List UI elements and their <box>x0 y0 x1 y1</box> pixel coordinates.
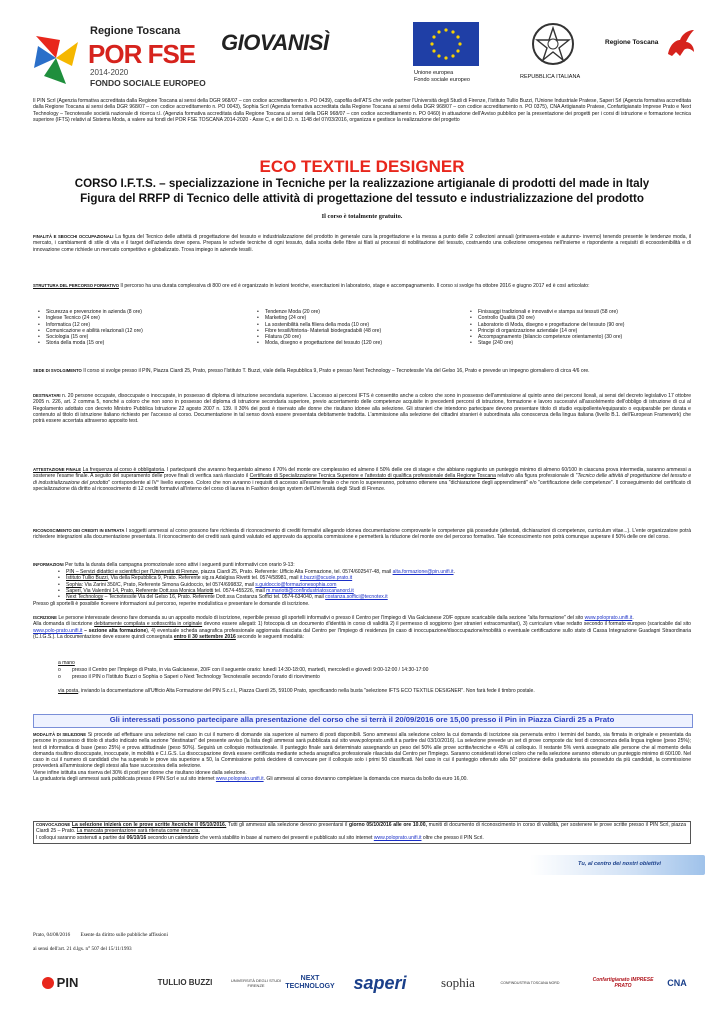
sponsor-logo-unifi: UNIVERSITÀ DEGLI STUDI FIRENZE <box>230 978 282 988</box>
sponsor-logo-saperi: saperi <box>353 972 407 993</box>
eu-flag-logo <box>410 22 482 84</box>
attestazione-figure: Tecnico delle attività di progettazione del tessuto e di industrializzazione del prodotto <box>33 473 692 486</box>
email-link[interactable]: costanza.soffici@tecnotex.it <box>325 594 388 601</box>
fondo-sociale-label: FONDO SOCIALE EUROPEO <box>90 78 206 88</box>
info-point: • PIN – Servizi didattici e scientifici per l'Università di Firenze, piazza Ciardi 25, Prato. Referente: Ufficio Alta Formazione, tel. 0574/602547-48, mail alta.formazione@pin.unifi.it. <box>58 569 455 575</box>
struttura-section <box>33 283 691 289</box>
site-link[interactable]: www.polopratо.unifi.it <box>584 615 633 621</box>
sponsor-logo-confartigianato: Confartigianato IMPRESE PRATO <box>592 977 654 989</box>
informazioni-label: INFORMAZIONI <box>33 562 64 567</box>
attestazione-obligation: La frequenza al corso è obbligatoria <box>82 467 164 473</box>
sponsor-logo-confindustria: CONFINDUSTRIA TOSCANA NORD <box>500 980 560 985</box>
site-link[interactable]: www.polopratо.unifi.it <box>373 834 422 841</box>
sponsor-logo-cna: CNA <box>667 977 687 988</box>
sponsor-logo-next: NEXT TECHNOLOGY <box>285 975 335 990</box>
modules-column-2 <box>257 309 382 347</box>
presentation-banner-text: Gli interessati possono partecipare alla presentazione del corso che si terrà il 20/09/2016 ore 15,00 presso il Pin in Piazza Ciardi 25 a Prato <box>109 715 615 724</box>
info-point: • Istituto Tullio Buzzi, Via della Repubblica 9, Prato. Referente sig.ra Adalgisa Rivetti tel. 0574/58981, mail it.buzzi@scuole.prato.it <box>58 575 455 581</box>
slogan-text: Tu, al centro dei nostri obiettivi <box>578 861 661 867</box>
repubblica-italiana-logo <box>520 20 586 86</box>
attestazione-text-1: . I partecipanti che avranno frequentato almeno il 70% del monte ore complessivo ed almeno il 50% delle ore di stage e che abbiano raggiunto un punteggio minimo di almeno 60/100 in ciascuna prova intermedia, saranno ammessi a sostenere l'esame finale. A seguito del superamento delle prove finali di verifica sarà rilasciato il <box>33 467 692 480</box>
por-fse-pinwheel-icon <box>30 28 82 88</box>
modules-column-3 <box>470 309 624 347</box>
delivery-option-1: o presso il Centro per l'Impiego di Prato, in via Galcianese, 20/F con il seguente orario: lunedì 14:30-18:00, martedì, mercoledì e giovedì 9:00-12:00 / 14:30-17:00 <box>58 667 429 673</box>
site-link[interactable]: www.polopratо.unifi.it <box>215 776 264 783</box>
region-label: Regione Toscana <box>90 25 181 37</box>
attestazione-label: ATTESTAZIONE FINALE <box>33 467 81 472</box>
attestazione-certificate: Certificato di Specializzazione Tecnica Superiore e l'attestato di qualifica professionale della Regione Toscana <box>249 473 496 480</box>
finalita-label: FINALITÀ E SBOCCHI OCCUPAZIONALI <box>33 234 114 239</box>
module-item: • Inglese Tecnico (24 ore) <box>38 315 143 321</box>
finalita-section <box>33 234 691 253</box>
destinatari-label: DESTINATARI <box>33 393 61 398</box>
module-item: • Accompagnamento (bilancio competenze orientamento) (30 ore) <box>470 334 624 340</box>
struttura-text: Il percorso ha una durata complessiva di 800 ore ed è organizzato in lezioni teoriche, esercitazioni in laboratorio, stage e accompagnamento. Il corso si svolge fra ottobre 2016 e giugno 2017 ed è così articolato: <box>119 283 590 289</box>
regione-toscana-pegasus-icon <box>664 26 698 60</box>
sponsor-logo-buzzi: TULLIO BUZZI <box>157 977 213 987</box>
italian-emblem-icon <box>531 20 575 68</box>
place-date: Prato, 04/08/2016 Esente da diritto sulle pubbliche affissioni <box>33 932 168 938</box>
destinatari-section <box>33 393 691 424</box>
intro-paragraph: Il PIN Scrl (Agenzia formativa accreditata dalla Regione Toscana ai sensi della DGR 968/07 – con codice accreditamento n. PO 0439), capofila dell'ATS che vede partner l'Università degli Studi di Firenze, l'Istituto Tullio Buzzi, l'Unione Industriale Pratese, Saperi Srl (Agenzia formativa accreditata dalla Regione Toscana ai sensi della DGR 968/07 – con codice accreditamento n. PO 0043), Sophia Scrl (Agenzia formativa accreditata dalla Regione Toscana ai sensi della DGR 968/07 – con codice accreditamento n. PO 0375), CNA Artigianato Pratese, Confartigianato Imprese Prato e Next Technology – Tecnotessile società nazionale di ricerca r.l. (Agenzia formativa accreditata dalla Regione Toscana ai sensi della DGR 968/07 – con codice accreditamento n. PO 0460) in attuazione dell'Avviso pubblico per la presentazione dei progetti per i corsi di istruzione e formazione tecnica superiore (IFTS) relativi al Sistema Moda, a valere sui fondi del POR FSE TOSCANA 2014-2020 - Asse C, e del D.D. n. 1148 del 07/03/2016, organizza e gestisce la realizzazione del progetto <box>33 98 691 123</box>
pin-icon <box>42 977 54 989</box>
deadline: entro il 30 settembre 2016 <box>173 633 236 640</box>
delivery-option-2: o presso il PIN o l'Istituto Buzzi o Sophia o Saperi o Next Technology Tecnotessile secondo l'orario di ricevimento <box>58 674 320 680</box>
iscrizione-label: ISCRIZIONE <box>33 615 57 620</box>
module-item: • Stage (240 ore) <box>470 340 624 346</box>
iscrizione-section: ISCRIZIONE Le persone interessate devono fare domanda su un apposito modulo di iscrizione, reperibile presso gli sportelli informativi o presso il Centro per l'Impiego di Via Galcianese 20/F oppure scaricabile dalla sezione "alta formazione" del sito www.polopratо.unifi.it. Alla domanda di iscrizione debitamente compilata e sottoscritta in originale devono essere allegati: 1) fotocopia di un documento d'identità in corso di validità 2) il permesso di soggiorno (per stranieri extracomunitari), 3) curriculum vitae redatto secondo il formato europeo (scaricabile dal sito www.polo-prato.unifi.it – sezione alta formazione), 4) eventuale scheda anagrafica professionale aggiornata rilasciata dal Centro per l'Impiego di residenza (in caso di inoccupazione/disoccupazione/mobilità o eventuale certificazione sullo stato di Cassa Integrazione Guadagni Straordinaria (C.I.G.S.). La documentazione deve essere quindi consegnata entro il 30 settembre 2016 secondo le seguenti modalità: <box>33 615 692 640</box>
module-item: • Finissaggi tradizionali e innovativi e stampa sui tessuti (58 ore) <box>470 309 624 315</box>
module-item: • Informatica (12 ore) <box>38 322 143 328</box>
module-item: • Storia della moda (15 ore) <box>38 340 143 346</box>
convocazione-section: CONVOCAZIONE La selezione inizierà con le prove scritte /tecniche il 05/10/2016. Tutti gli ammessi alla selezione devono presentarsi il giorno 05/10/2016 alle ore 10.00, muniti di documento di riconoscimento in corso di validità, per sostenere le prove scritte presso il PIN Scrl, piazza Ciardi 25 – Prato. La mancata presentazione sarà ritenuta come rinuncia. I colloqui saranno sostenuti a partire dal 06/10/16 secondo un calendario che verrà stabilito in base al numero dei presenti e pubblicato sul sito internet www.polopratо.unifi.it oltre che presso il PIN Scrl. <box>36 822 687 841</box>
free-course-note: Il corso è totalmente gratuito. <box>321 213 403 220</box>
crediti-section <box>33 528 691 541</box>
delivery-mano: a mano <box>58 660 75 666</box>
email-link[interactable]: s.guidoccio@formazionesophia.com <box>255 581 337 588</box>
module-item: • Sicurezza e prevenzione in azienda (8 ore) <box>38 309 143 315</box>
modules-column-1 <box>38 309 143 347</box>
attestazione-text-3: " corrispondente al IV° livello europeo. Coloro che non avranno i requisiti di accesso all'esame finale o che non lo supereranno, potranno ottenere una "dichiarazione degli apprendimenti" e/o "certificazione delle competenze". Il conseguimento del certificato di specializzazione dà diritto al riconoscimento di 12 crediti formativi all'interno del corso di laurea in Fashion design system dell'Università degli Studi di Firenze. <box>33 479 691 492</box>
informazioni-section <box>33 562 691 568</box>
course-subtitle-1: CORSO I.F.T.S. – specializzazione in Tecniche per la realizzazione artigianale di prodotti del made in Italy <box>74 177 650 190</box>
informazioni-after: Presso gli sportelli è possibile ricevere informazioni sul percorso, reperire modulistica e presentare le domande di iscrizione. <box>33 601 310 607</box>
module-item: • Controllo Qualità (30 ore) <box>470 315 624 321</box>
attestazione-text-2: relativo alla figura professionale di " <box>495 473 578 480</box>
info-point: • Next Technology – Tecnotessile Via del Gelso 16, Prato. Referente Dott.ssa Costanza Soffici tel. 0574-634040, mail costanza.soffici@tecnotex.it <box>58 594 455 600</box>
info-point: • Sophia: Via Zarini 350/C, Prato, Referente Simona Guidoccio, tel 0574/699832, mail s.guidoccio@formazionesophia.com <box>58 582 455 588</box>
crediti-label: RICONOSCIMENTO DEI CREDITI IN ENTRATA <box>33 528 125 533</box>
giovanisi-logo: GIOVANISÌ <box>221 30 329 55</box>
law-reference: ai sensi dell'art. 21 d.lgs. n° 507 del 15/11/1993 <box>33 946 132 952</box>
course-title: ECO TEXTILE DESIGNER <box>259 157 465 176</box>
module-item: • Tendenze Moda (20 ore) <box>257 309 382 315</box>
info-point: • Saperi, Via Valentini 14, Prato, Referente Dott.ssa Monica Mariotti tel. 0574-455226, mail m.mariotti@confindustriatoscananord.it <box>58 588 455 594</box>
eu-label-2: Fondo sociale europeo <box>414 77 470 83</box>
eu-label-1: Unione europea <box>414 70 454 76</box>
module-item: • Marketing (24 ore) <box>257 315 382 321</box>
email-link[interactable]: alta.formazione@pin.unifi.it <box>392 569 454 575</box>
email-link[interactable]: it.buzzi@scuole.prato.it <box>299 575 353 582</box>
info-points-list <box>58 569 455 600</box>
selezione-section: MODALITÀ DI SELEZIONE Si procede ad effettuare una selezione nel caso in cui il numero di domande sia superiore al numero di posti disponibili. Sono ammessi alla selezione coloro la cui domanda di iscrizione sia pervenuta entro i termini del bando, sia firmata in originale e presentata da persone in possesso di titolo di studio indicato nella sezione "destinatari" del presente avviso (la lista degli ammessi sarà pubblicata sul sito www.polopratо.unifi.it a partire dal 03/10/2016). La selezione prevede un set di prove composte da: test di conoscenza della lingua inglese (peso 25%); test di informatica di base (peso 25%) e prova attitudinale (peso 50%). Seguirà un colloquio motivazionale. Il punteggio finale sarà determinato assegnando un peso del 50% alle prove scritte/tecniche e 45% al colloquio. Il restante 5% verrà assegnato alle persone che al momento della domanda risultino disoccupate, inoccupate, in mobilità e C.I.G.S. La disoccupazione dovrà essere certificata mediante scheda anagrafica professionale rilasciata dal Centro per l'Impiego. Saranno considerati idonei coloro che nella selezione avranno ottenuto un punteggio minimo di 60/100. Nel caso in cui il numero di candidati che ha superato le prove sia superiore a 50, la Commissione potrà decidere di convocare per il colloquio solo i primi 50 classificati. Nel caso in cui il punteggio ottenuto alla 50° posizione della graduatoria sia posseduto da più candidati, la commissione provvederà all'ammissione degli stessi alla fase successiva della selezione. Viene infine istituita una riserva del 30% di posti per donne che risultano idonee dalla selezione. La graduatoria degli ammessi sarà pubblicata presso il PIN Scrl e sul sito internet www.polopratо.unifi.it. Gli ammessi al corso dovranno completare la domanda con marca da bollo da euro 16,00. <box>33 732 691 783</box>
module-item: • Principi di organizzazione aziendale (14 ore) <box>470 328 624 334</box>
crediti-text: I soggetti ammessi al corso possono fare richiesta di riconoscimento di crediti formativi allegando idonea documentazione comprovante le competenze già possedute (attestati, dichiarazioni di competenze, curriculum vitae...). L'ente organizzatore potrà richiedere integrazioni alla documentazione presentata. Il riconoscimento dei crediti sarà quindi valutato ed approvato da apposita commissione e permetterà la riduzione del monte ore del percorso formativo. Tale riconoscimento non potrà comunque superare il 50% delle ore del corso. <box>33 528 691 541</box>
informazioni-text: Per tutta la durata della campagna promozionale sono attivi i seguenti punti informativi con orario 9-13: <box>63 562 295 568</box>
destinatari-text: n. 20 persone occupate, disoccupate o inoccupate, in possesso di diploma di istruzione secondaria superiore. L'accesso ai percorsi IFTS è consentito anche a coloro che sono in possesso dell'ammissione al quinto anno dei percorsi liceali, ai sensi del decreto legislativo 17 ottobre 2005 n. 226, art. 2 comma 5, nonché a coloro che non sono in possesso del diploma di istruzione secondaria superiore, previo accertamento delle competenze acquisite in precedenti percorsi di istruzione, formazione e lavoro successivi all'assolvimento dell'obbligo di istruzione di cui al Regolamento adottato con decreto Ministro Pubblica Istruzione 22 agosto 2007 n. 139. Il 30% dei posti è riservato alle donne che risultano idonee alla selezione. Gli stranieri che intendono partecipare devono presentare titolo di studio equipollente/equiparato o equiparabile per durata e contenuto al titolo di istruzione italiano richiesto per l'accesso al corso. Documentazione in tal senso dovrà essere presentata debitamente tradotta. L'ammissione alla selezione dei cittadini stranieri è subordinata alla conoscenza della lingua italiana (livello B.1. dell'European Framework) che potrà essere accertata attraverso apposito test. <box>33 393 691 425</box>
por-fse-title: POR FSE <box>88 39 196 69</box>
sede-section <box>33 368 691 374</box>
attestazione-section <box>33 467 691 492</box>
delivery-posta: via posta, inviando la documentazione all'Ufficio Alta Formazione del PIN S.c.r.l., Piazza Ciardi 25, 59100 Prato, specificando nella busta "selezione IFTS ECO TEXTILE DESIGNER". Non farà fede il timbro postale. <box>58 688 535 694</box>
email-link[interactable]: m.mariotti@confindustriatoscananord.it <box>266 587 354 594</box>
regione-toscana-por-fse-logo <box>30 24 215 94</box>
site-link[interactable]: www.polo-prato.unifi.it <box>33 627 83 634</box>
regione-toscana-label-right: Regione Toscana <box>605 39 659 46</box>
module-item: • La sostenibilità nella filiera della moda (10 ore) <box>257 322 382 328</box>
module-item: • Laboratorio di Moda, disegno e progettazione del tessuto (90 ore) <box>470 322 624 328</box>
sponsor-logo-pin: PIN <box>30 968 90 998</box>
eu-flag-icon <box>413 22 479 66</box>
module-item: • Moda, disegno e progettazione del tessuto (120 ore) <box>257 340 382 346</box>
por-years: 2014-2020 <box>90 68 129 77</box>
sponsor-logo-sophia: sophia <box>441 974 475 990</box>
module-item: • Fibre tessili/tintoria- Materiali biodegradabili (48 ore) <box>257 328 382 334</box>
repubblica-label: REPUBBLICA ITALIANA <box>520 74 581 80</box>
module-item: • Filatura (30 ore) <box>257 334 382 340</box>
selezione-label: MODALITÀ DI SELEZIONE <box>33 732 87 737</box>
sede-text: Il corso si svolge presso il PIN, Piazza Ciardi 25, Prato, presso l'Istituto T. Buzzi, viale della Repubblica 9, Prato e presso Next Technology – Tecnotessile Via del Gelso 16, Prato e prevede un impegno giornaliero di circa 4/6 ore. <box>81 368 590 374</box>
sede-label: SEDE DI SVOLGIMENTO <box>33 368 82 373</box>
finalita-text: La figura del Tecnico delle attività di progettazione del tessuto e industrializzazione del prodotto in generale cura la progettazione e la messa a punto delle 2 collezioni annuali (primavera-estate e autunno- inverno) tenendo presente le tendenze moda, il mercato, i cambiamenti di stile di vita e il target dell'azienda dove opera. Prepara le schede tecniche di ogni tessuto, dalla scelta delle fibre ai filati ai processi di nobilitazione del tessuto, costruendo una collezione omogenea nell'insieme e rispondente a requisiti di ecosostenibilità e di innovazione come richiede un mercato competitivo e globalizzato. Trova impiego in aziende tessili. <box>33 234 691 253</box>
module-item: • Sociologia (15 ore) <box>38 334 143 340</box>
convocazione-label: CONVOCAZIONE <box>36 822 71 827</box>
struttura-label: STRUTTURA DEL PERCORSO FORMATIVO <box>33 283 119 288</box>
module-item: • Comunicazione e abilità relazionali (12 ore) <box>38 328 143 334</box>
course-subtitle-2: Figura del RRFP di Tecnico delle attività di progettazione del tessuto e industrializzazione del prodotto <box>80 192 644 205</box>
